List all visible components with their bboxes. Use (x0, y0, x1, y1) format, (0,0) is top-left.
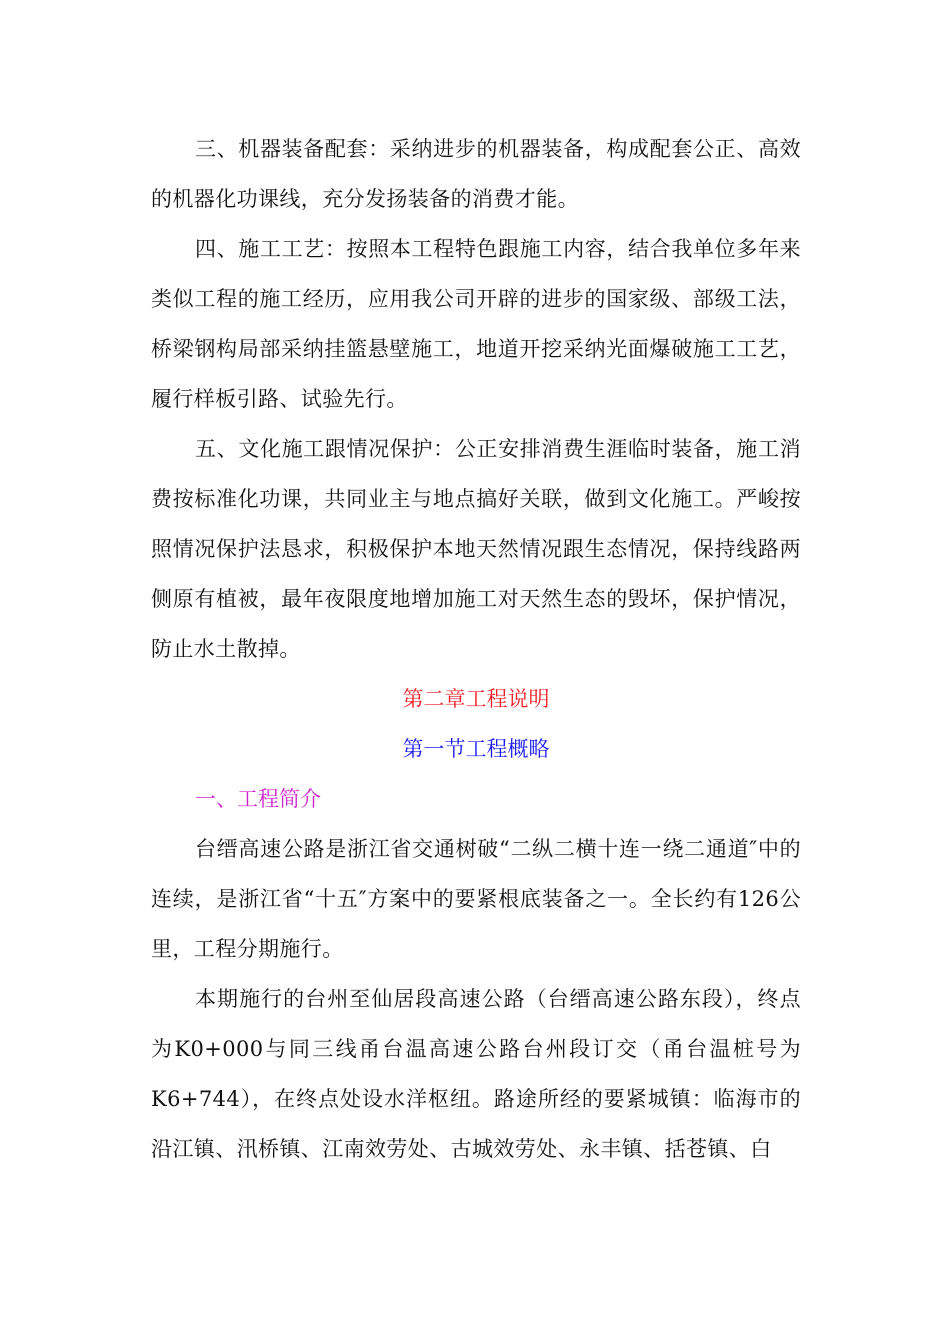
paragraph-highway-route: 本期施行的台州至仙居段高速公路（台缙高速公路东段），终点为K0+000与同三线甬台温高速公路台州段订交（甬台温桩号为K6+744），在终点处设水洋枢纽。路途所经的要紧城镇：临海市的沿江镇、汛桥镇、江南效劳处、古城效劳处、永丰镇、括苍镇、白 (151, 987, 801, 1161)
chapter-title: 第二章工程说明 (402, 687, 550, 711)
section-title: 第一节工程概略 (402, 737, 550, 761)
subheading-project-intro: 一、工程简介 (195, 787, 321, 811)
paragraph-construction-process: 四、施工工艺：按照本工程特色跟施工内容，结合我单位多年来类似工程的施工经历，应用我公司开辟的进步的国家级、部级工法，桥梁钢构局部采纳挂篮悬壁施工，地道开挖采纳光面爆破施工工艺，履行样板引路、试验先行。 (151, 237, 801, 411)
paragraph-civilized-construction: 五、文化施工跟情况保护：公正安排消费生涯临时装备，施工消费按标准化功课，共同业主与地点搞好关联，做到文化施工。严峻按照情况保护法恳求，积极保护本地天然情况跟生态情况，保持线路两侧原有植被，最年夜限度地增加施工对天然生态的毁坏，保护情况，防止水土散掉。 (151, 437, 801, 661)
document-page (151, 124, 801, 1174)
paragraph-highway-intro: 台缙高速公路是浙江省交通树破“二纵二横十连一绕二通道″中的连续，是浙江省“十五″方案中的要紧根底装备之一。全长约有126公里，工程分期施行。 (151, 837, 801, 961)
paragraph-machinery: 三、机器装备配套：采纳进步的机器装备，构成配套公正、高效的机器化功课线，充分发扬装备的消费才能。 (151, 137, 801, 211)
